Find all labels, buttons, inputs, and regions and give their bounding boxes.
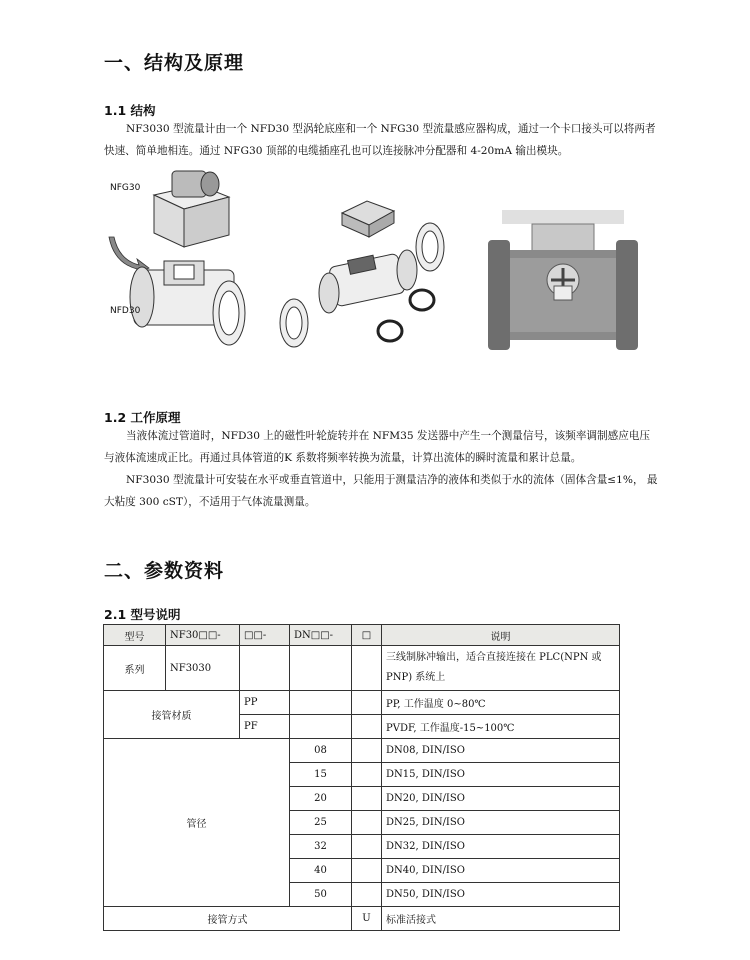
diameter-label: 管径 [104, 739, 290, 907]
connection-label: 接管方式 [104, 907, 352, 931]
material-desc: PVDF, 工作温度-15~100℃ [382, 715, 620, 739]
diameter-code: 20 [290, 787, 352, 811]
diameter-code: 32 [290, 835, 352, 859]
principle-text-1: 当液体流过管道时，NFD30 上的磁性叶轮旋转并在 NFM35 发送器中产生一个测量信号，该频率调制感应电压与液体流速成正比。再通过具体管道的K 系数将频率转换为流量，计算出流体的瞬时流量和累计总量。 [104, 430, 650, 464]
principle-text-2: NF3030 型流量计可安装在水平或垂直管道中，只能用于测量洁净的液体和类似于水的流体（固体含量≤1%， 最大粘度 300 cST），不适用于气体流量测量。 [104, 474, 658, 508]
subsection-title-structure: 1.1 结构 [104, 103, 156, 118]
structure-paragraph [104, 118, 660, 162]
diameter-desc: DN15, DIN/ISO [382, 763, 620, 787]
label-nfd30: NFD30 [110, 306, 141, 316]
header-cell: 说明 [382, 625, 620, 646]
table-header-row [104, 625, 620, 646]
diameter-code: 08 [290, 739, 352, 763]
diameter-code: 50 [290, 883, 352, 907]
series-label: 系列 [104, 646, 166, 691]
header-cell: □ [352, 625, 382, 646]
structure-text: NF3030 型流量计由一个 NFD30 型涡轮底座和一个 NFG30 型流量感应器构成，通过一个卡口接头可以将两者快速、简单地相连。通过 NFG30 顶部的电缆插座孔也可以连接脉冲分配器和 4-20mA 输出模块。 [104, 123, 656, 157]
header-cell: □□- [240, 625, 290, 646]
diameter-code: 25 [290, 811, 352, 835]
subsection-title-model: 2.1 型号说明 [104, 607, 181, 622]
table-row [104, 646, 620, 691]
connection-desc: 标准活接式 [382, 907, 620, 931]
material-label: 接管材质 [104, 691, 240, 739]
header-cell: DN□□- [290, 625, 352, 646]
subsection-title-principle: 1.2 工作原理 [104, 410, 181, 425]
sensor-base-diagram [104, 165, 254, 365]
header-cell: 型号 [104, 625, 166, 646]
section-title-parameters: 二、参数资料 [104, 560, 225, 582]
diameter-code: 40 [290, 859, 352, 883]
series-code: NF3030 [166, 646, 240, 691]
diameter-desc: DN50, DIN/ISO [382, 883, 620, 907]
diameter-desc: DN20, DIN/ISO [382, 787, 620, 811]
diameter-desc: DN08, DIN/ISO [382, 739, 620, 763]
cutaway-photo [488, 210, 638, 355]
diameter-desc: DN40, DIN/ISO [382, 859, 620, 883]
product-figures [104, 165, 644, 365]
header-cell: NF30□□- [166, 625, 240, 646]
material-desc: PP, 工作温度 0~80℃ [382, 691, 620, 715]
label-nfg30: NFG30 [110, 183, 141, 193]
diameter-desc: DN25, DIN/ISO [382, 811, 620, 835]
model-table [103, 624, 620, 931]
material-code: PF [240, 715, 290, 739]
diameter-desc: DN32, DIN/ISO [382, 835, 620, 859]
principle-paragraphs [104, 425, 660, 513]
connection-code: U [352, 907, 382, 931]
material-code: PP [240, 691, 290, 715]
diameter-code: 15 [290, 763, 352, 787]
table-row [104, 691, 620, 715]
exploded-assembly-diagram [272, 195, 462, 355]
table-row [104, 739, 620, 763]
section-title-structure: 一、结构及原理 [104, 52, 245, 74]
table-row [104, 907, 620, 931]
series-desc: 三线制脉冲输出，适合直接连接在 PLC(NPN 或 PNP) 系统上 [382, 646, 620, 691]
